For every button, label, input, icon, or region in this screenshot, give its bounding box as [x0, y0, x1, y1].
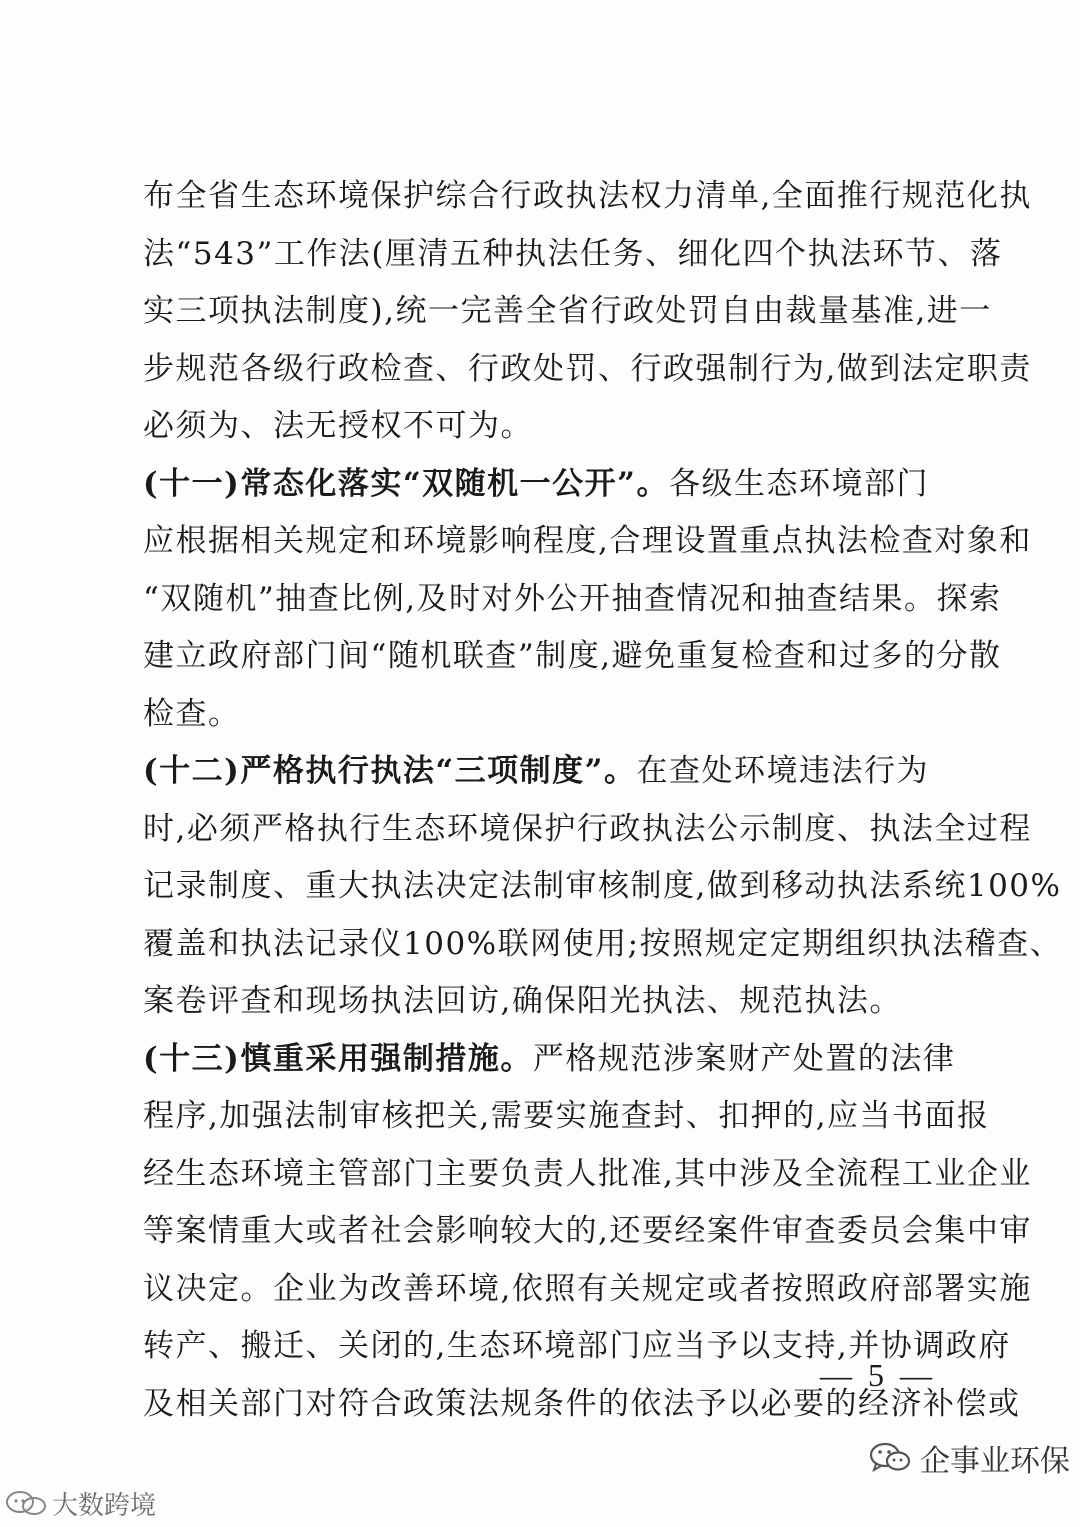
section-12-heading: (十二)严格执行执法“三项制度”。 — [143, 753, 637, 789]
section-11-heading: (十一)常态化落实“双随机一公开”。 — [143, 465, 669, 502]
watermark-right-text: 企事业环保 — [920, 1444, 1070, 1479]
section-11-first-line — [143, 456, 943, 514]
section-12-first-line — [143, 743, 943, 801]
text-line: 应根据相关规定和环境影响程度,合理设置重点执法检查对象和 — [143, 523, 1032, 559]
section-13-first-line — [143, 1031, 956, 1089]
text-line: 记录制度、重大执法决定法制审核制度,做到移动执法系统100% — [143, 868, 1062, 904]
text-line: 及相关部门对符合政策法规条件的依法予以必要的经济补偿或 — [143, 1385, 1021, 1422]
text-line: 建立政府部门间“随机联查”制度,避免重复检查和过多的分散 — [143, 638, 1002, 674]
text-line: 检查。 — [143, 695, 241, 732]
watermark-left-text: 大数跨境 — [52, 1491, 157, 1521]
text-line: 步规范各级行政检查、行政处罚、行政强制行为,做到法定职责 — [143, 350, 1032, 387]
text-line: 经生态环境主管部门主要负责人批准,其中涉及全流程工业企业 — [143, 1155, 1032, 1192]
text-line: 覆盖和执法记录仪100%联网使用;按照规定定期组织执法稽查、 — [143, 925, 1063, 962]
text-line: 法“543”工作法(厘清五种执法任务、细化四个执法环节、落 — [143, 235, 1003, 272]
text-line: 案卷评查和现场执法回访,确保阳光执法、规范执法。 — [143, 983, 902, 1019]
text-line: 议决定。企业为改善环境,依照有关规定或者按照政府部署实施 — [143, 1270, 1032, 1307]
text-line: 必须为、法无授权不可为。 — [143, 408, 533, 444]
text-line: “双随机”抽查比例,及时对外公开抽查情况和抽查结果。探索 — [143, 580, 1002, 617]
text-line: 实三项执法制度),统一完善全省行政处罚自由裁量基准,进一 — [143, 293, 992, 329]
section-12-first-rest: 在查处环境违法行为 — [636, 753, 929, 789]
section-11-first-rest: 各级生态环境部门 — [669, 465, 929, 502]
page-number: — 5 — — [820, 1357, 936, 1393]
text-line: 转产、搬迁、关闭的,生态环境部门应当予以支持,并协调政府 — [143, 1328, 1011, 1364]
chat-bubble-icon — [4, 1489, 48, 1519]
section-13-first-rest: 严格规范涉案财产处置的法律 — [532, 1040, 956, 1077]
text-line: 程序,加强法制审核把关,需要实施查封、扣押的,应当书面报 — [143, 1098, 990, 1134]
text-line: 时,必须严格执行生态环境保护行政执法公示制度、执法全过程 — [143, 810, 1032, 847]
text-line: 等案情重大或者社会影响较大的,还要经案件审查委员会集中审 — [143, 1213, 1032, 1249]
text-line: 布全省生态环境保护综合行政执法权力清单,全面推行规范化执 — [143, 178, 1032, 214]
wechat-icon — [868, 1440, 912, 1476]
source-watermark-right — [868, 1436, 1070, 1480]
section-13-heading: (十三)慎重采用强制措施。 — [143, 1040, 533, 1077]
document-body — [143, 168, 1063, 1433]
source-watermark-left — [4, 1485, 156, 1522]
